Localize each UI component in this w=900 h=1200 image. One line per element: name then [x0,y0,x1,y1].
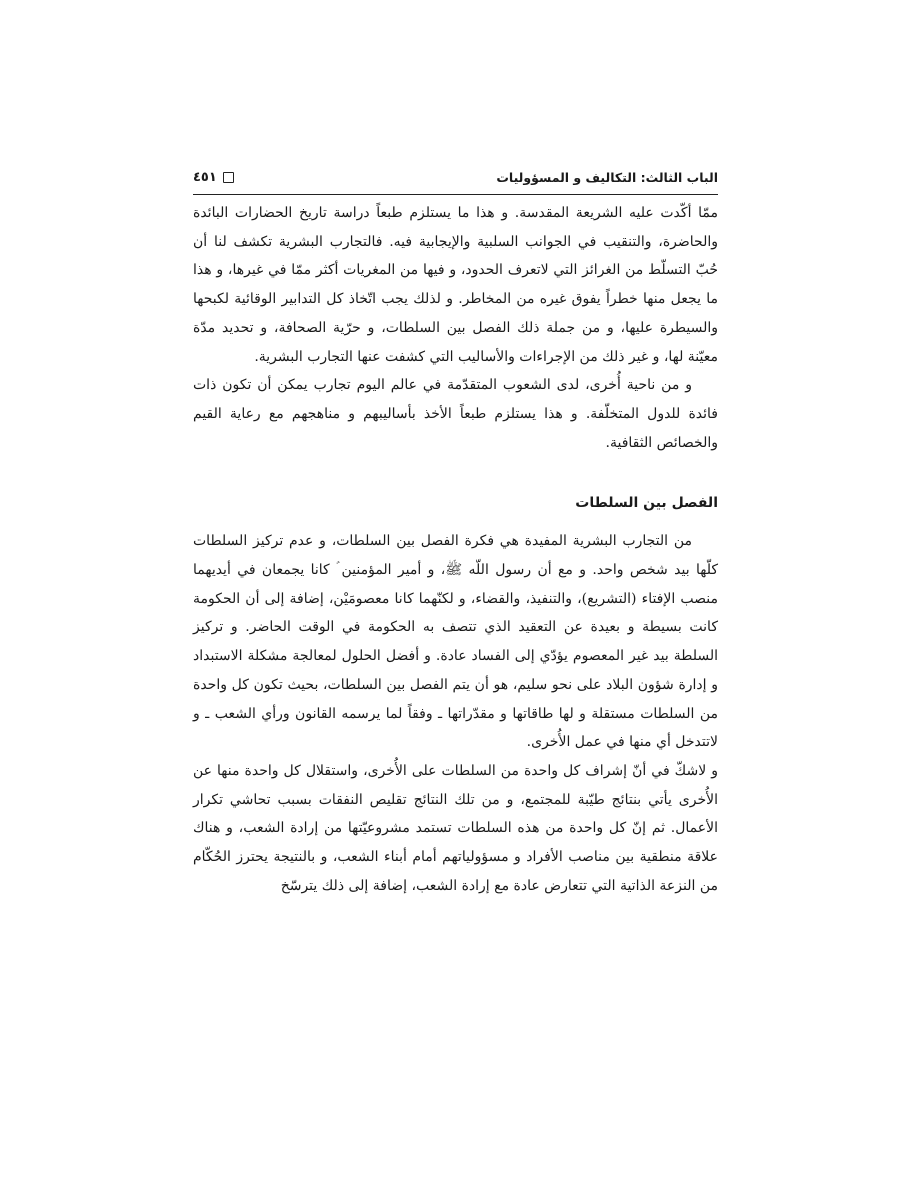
page-number-block [193,170,234,185]
paragraph: ممّا أكّدت عليه الشريعة المقدسة. و هذا ما يستلزم طبعاً دراسة تاريخ الحضارات البائدة والحاضرة، والتنقيب في الجوانب السلبية والإيجابية فيه. فالتجارب البشرية تكشف لنا أن حُبّ التسلّط من الغرائز التي لاتعرف الحدود، و فيها من المغريات أكثر ممّا في غيرها، و هذا ما يجعل منها خطراً يفوق غيره من المخاطر. و لذلك يجب اتّخاذ كل التدابير الوقائية لكبحها والسيطرة عليها، و من جملة ذلك الفصل بين السلطات، و حرّية الصحافة، و تحديد مدّة معيّنة لها، و غير ذلك من الإجراءات والأساليب التي كشفت عنها التجارب البشرية. [193,205,718,365]
running-header [193,160,718,195]
paragraph: و من ناحية أُخرى، لدى الشعوب المتقدّمة في عالم اليوم تجارب يمكن أن تكون ذات فائدة للدول المتخلّفة. و هذا يستلزم طبعاً الأخذ بأساليبهم و مناهجهم مع رعاية القيم والخصائص الثقافية. [193,377,718,451]
body-text [193,199,718,900]
book-page [193,160,718,900]
section-heading: الفصل بين السلطات [575,495,718,512]
paragraph: من التجارب البشرية المفيدة هي فكرة الفصل بين السلطات، و عدم تركيز السلطات كلّها بيد شخص واحد. و مع أن رسول اللّه ﷺ، و أمير المؤمنين ؑ كانا يجمعان في أيديهما منصب الإفتاء (التشريع)، والتنفيذ، والقضاء، و لكنّهما كانا معصومَيْن، إضافة إلى أن الحكومة كانت بسيطة و بعيدة عن التعقيد الذي تتصف به الحكومة في الوقت الحاضر. و تركيز السلطة بيد غير المعصوم يؤدّي إلى الفساد عادة. و أفضل الحلول لمعالجة مشكلة الاستبداد و إدارة شؤون البلاد على نحو سليم، هو أن يتم الفصل بين السلطات، بحيث تكون كل واحدة من السلطات مستقلة و لها طاقاتها و مقدّراتها ـ وفقاً لما يرسمه القانون ورأي الشعب ـ و لاتتدخل أي منها في عمل الأُخرى. [193,533,718,751]
paragraph: و لاشكّ في أنّ إشراف كل واحدة من السلطات على الأُخرى، واستقلال كل واحدة منها عن الأُخرى يأتي بنتائج طيّبة للمجتمع، و من تلك النتائج تقليص النفقات بسبب تحاشي تكرار الأعمال. ثم إنّ كل واحدة من هذه السلطات تستمد مشروعيّتها من إرادة الشعب، و هناك علاقة منطقية بين مناصب الأفراد و مسؤولياتهم أمام أبناء الشعب، و بالنتيجة يحترز الحُكّام من النزعة الذاتية التي تتعارض عادة مع إرادة الشعب، إضافة إلى ذلك يترسّخ [193,762,718,894]
square-bullet-icon [223,172,234,183]
page-number: ٤٥١ [193,169,217,185]
chapter-title: الباب الثالث: التكاليف و المسؤوليات [496,169,718,185]
